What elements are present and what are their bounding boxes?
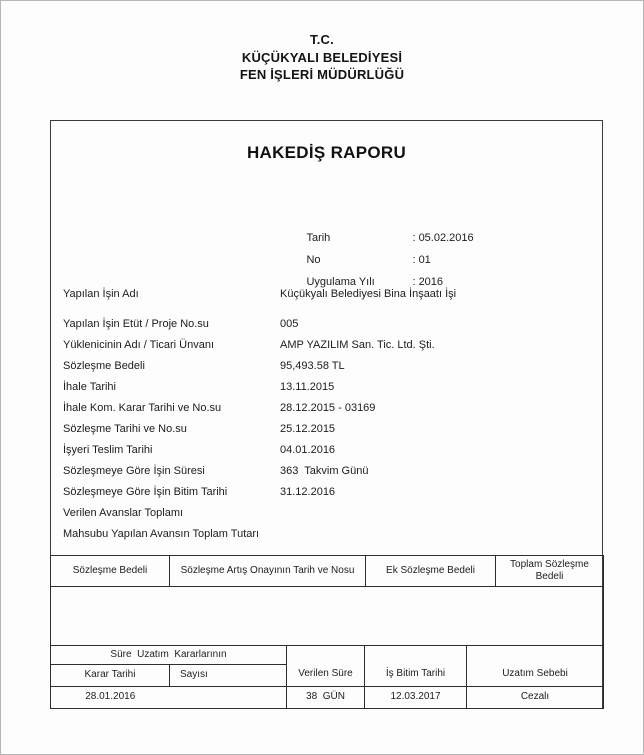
field-value: 31.12.2016 <box>280 486 336 498</box>
field-label: Yapılan İşin Adı <box>63 288 139 300</box>
meta-row-date <box>282 205 474 244</box>
contract-table-empty-cell <box>51 587 604 646</box>
header-extension-decisions: Süre Uzatım Kararlarının <box>51 646 287 665</box>
letterhead-country: T.C. <box>310 32 334 47</box>
header-decision-date: Karar Tarihi <box>51 665 170 687</box>
field-row-contract-amount <box>63 356 596 377</box>
header-contract-amount: Sözleşme Bedeli <box>51 556 170 587</box>
letterhead <box>1 31 643 84</box>
header-decision-number: Sayısı <box>170 665 287 687</box>
meta-value-no: : 01 <box>412 254 431 266</box>
field-row-tender-date <box>63 377 596 398</box>
field-row-project-no <box>63 314 596 335</box>
field-value: 25.12.2015 <box>280 423 336 435</box>
field-row-site-delivery-date <box>63 440 596 461</box>
extension-data-row <box>51 687 604 709</box>
field-label: İhale Kom. Karar Tarihi ve No.su <box>63 402 222 414</box>
field-label: Sözleşmeye Göre İşin Süresi <box>63 465 205 477</box>
cell-given-duration: 38 GÜN <box>287 687 365 709</box>
field-label: Mahsubu Yapılan Avansın Toplam Tutarı <box>63 528 260 540</box>
report-title: HAKEDİŞ RAPORU <box>246 143 407 162</box>
meta-value-year: : 2016 <box>412 276 444 288</box>
field-row-completion-date <box>63 482 596 503</box>
field-label: İhale Tarihi <box>63 381 116 393</box>
field-value: 95,493.58 TL <box>280 360 345 372</box>
header-work-end-date: İş Bitim Tarihi <box>365 646 467 687</box>
contract-amount-table <box>50 555 604 646</box>
field-label: Yüklenicinin Adı / Ticari Ünvanı <box>63 339 215 351</box>
field-value: 04.01.2016 <box>280 444 336 456</box>
field-label: Sözleşme Bedeli <box>63 360 145 372</box>
field-value: Küçükyalı Belediyesi Bina İnşaatı İşi <box>280 288 457 300</box>
field-row-work-name <box>63 284 596 305</box>
cell-work-end-date: 12.03.2017 <box>365 687 467 709</box>
letterhead-municipality: KÜÇÜKYALI BELEDİYESİ <box>241 49 403 65</box>
time-extension-table <box>50 645 604 709</box>
meta-label-year: Uygulama Yılı <box>306 276 375 288</box>
extension-group-header-row <box>51 646 604 665</box>
meta-label-date: Tarih <box>306 232 331 244</box>
field-label: Verilen Avanslar Toplamı <box>63 507 184 519</box>
letterhead-department: FEN İŞLERİ MÜDÜRLÜĞÜ <box>239 67 405 82</box>
field-row-advance-deduction-total <box>63 524 596 545</box>
field-label: Sözleşmeye Göre İşin Bitim Tarihi <box>63 486 228 498</box>
field-row-contract-date-no <box>63 419 596 440</box>
field-value: 28.12.2015 - 03169 <box>280 402 376 414</box>
meta-label-no: No <box>306 254 321 266</box>
field-row-advances-total <box>63 503 596 524</box>
meta-value-date: : 05.02.2016 <box>412 232 474 244</box>
field-value: 005 <box>280 318 299 330</box>
field-value: 13.11.2015 <box>280 381 335 393</box>
field-list <box>63 284 596 545</box>
header-total-contract-amount: Toplam Sözleşme Bedeli <box>496 556 604 587</box>
bottom-tables <box>50 555 603 709</box>
report-frame <box>50 120 603 709</box>
contract-table-header-row <box>51 556 604 587</box>
field-row-contractor <box>63 335 596 356</box>
report-meta <box>282 205 474 288</box>
header-additional-contract-amount: Ek Sözleşme Bedeli <box>366 556 496 587</box>
contract-table-empty-row <box>51 587 604 646</box>
field-row-work-duration <box>63 461 596 482</box>
field-value: 363 Takvim Günü <box>280 465 369 477</box>
cell-decision-date: 28.01.2016 <box>51 687 170 709</box>
field-label: Sözleşme Tarihi ve No.su <box>63 423 187 435</box>
header-extension-reason: Uzatım Sebebi <box>467 646 604 687</box>
header-given-duration: Verilen Süre <box>287 646 365 687</box>
field-label: İşyeri Teslim Tarihi <box>63 444 153 456</box>
cell-decision-number <box>170 687 287 709</box>
field-value: AMP YAZILIM San. Tic. Ltd. Şti. <box>280 339 435 351</box>
field-row-commission-decision <box>63 398 596 419</box>
cell-extension-reason: Cezalı <box>467 687 604 709</box>
header-increase-approval: Sözleşme Artış Onayının Tarih ve Nosu <box>170 556 366 587</box>
field-label: Yapılan İşin Etüt / Proje No.su <box>63 318 209 330</box>
